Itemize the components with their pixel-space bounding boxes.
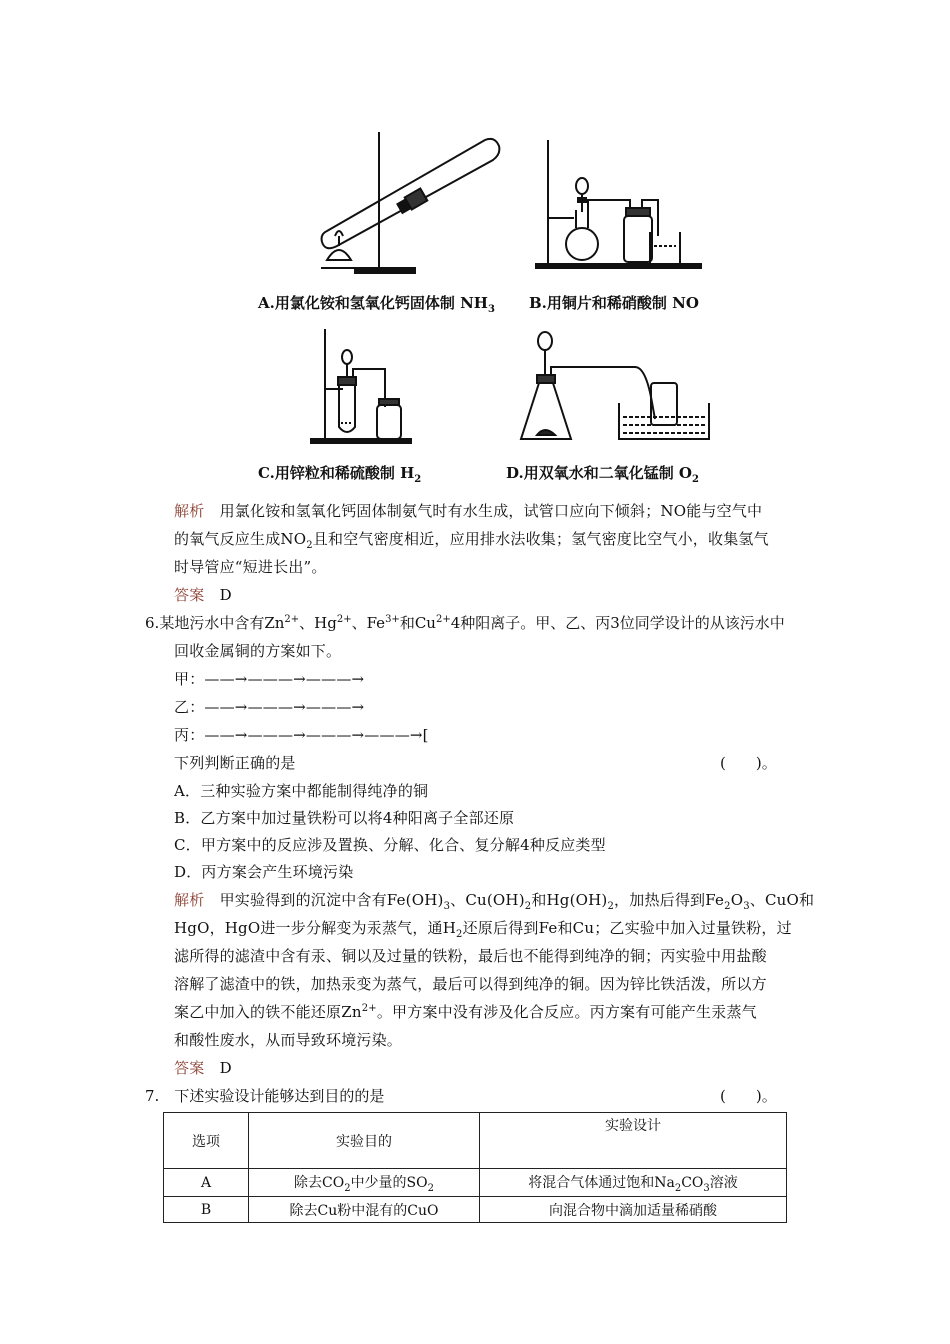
q6-plan-bing: 丙：——→———→———→———→[ [174, 726, 429, 744]
table-row: A 除去$CO_2$中少量的$SO_2$ 将混合气体通过饱和$Na_2CO_3$溶液 [164, 1169, 787, 1197]
table-row: B 除去Cu粉中混有的CuO 向混合物中滴加适量稀硝酸 [164, 1197, 787, 1223]
q5-analysis-line-1: 解析 用氯化铵和氢氧化钙固体制氨气时有水生成，试管口应向下倾斜；NO能与空气中 [174, 502, 763, 520]
q5-analysis-line-3: 时导管应“短进长出”。 [174, 558, 327, 576]
q6-analysis-line-4: 溶解了滤渣中的铁，加热汞变为蒸气，最后可以得到纯净的铜。因为锌比铁活泼，所以方 [174, 975, 767, 993]
q6-analysis-line-6: 和酸性废水，从而导致环境污染。 [174, 1031, 403, 1049]
q6-option-d: D．丙方案会产生环境污染 [174, 863, 354, 881]
apparatus-c-diagram [305, 327, 415, 445]
q6-plan-yi: 乙：——→———→———→ [174, 698, 365, 716]
figure-b-caption: B.用铜片和稀硝酸制 NO [529, 294, 699, 312]
q7-table [163, 1112, 787, 1223]
apparatus-d-diagram [515, 327, 715, 445]
q7-stem: 7. 下述实验设计能够达到目的的是 [145, 1087, 385, 1105]
q6-analysis-line-5: 案乙中加入的铁不能还原$Zn^{2+}$。甲方案中没有涉及化合反应。丙方案有可能产生汞蒸气 [174, 1003, 757, 1021]
figure-d-caption: D.用双氧水和二氧化锰制 $O_2$ [506, 464, 699, 485]
q6-analysis-line-2: HgO，HgO进一步分解变为汞蒸气，通$H_2$还原后得到Fe和Cu；乙实验中加入过量铁粉，过 [174, 919, 792, 940]
analysis-label: 解析 [174, 502, 205, 520]
q6-answer: 答案 D [174, 1059, 232, 1077]
q6-analysis-line-1: 解析 甲实验得到的沉淀中含有$Fe(OH)_3$、$Cu(OH)_2$和$Hg(OH)_2$，加热后得到$Fe_2O_3$、CuO和 [174, 891, 815, 912]
q6-stem-line-2: 回收金属铜的方案如下。 [174, 642, 342, 660]
figure-a-caption: A.用氯化铵和氢氧化钙固体制 $NH_3$ [258, 294, 495, 315]
header-purpose: 实验目的 [249, 1113, 480, 1169]
table-header-row [164, 1113, 787, 1169]
q7-answer-blank: ( )。 [720, 1087, 777, 1105]
q6-option-b: B．乙方案中加过量铁粉可以将4种阳离子全部还原 [174, 809, 515, 827]
apparatus-b-diagram [530, 136, 710, 271]
q6-prompt: 下列判断正确的是 [174, 754, 296, 772]
q6-option-c: C．甲方案中的反应涉及置换、分解、化合、复分解4种反应类型 [174, 836, 606, 854]
q6-answer-blank: ( )。 [720, 754, 777, 772]
figure-c-caption: C.用锌粒和稀硫酸制 $H_2$ [258, 464, 422, 485]
apparatus-a-diagram [315, 128, 515, 278]
q5-analysis-line-2: 的氧气反应生成$NO_2$且和空气密度相近，应用排水法收集；氢气密度比空气小，收集氢气 [174, 530, 769, 551]
header-option: 选项 [164, 1113, 249, 1169]
q6-analysis-line-3: 滤所得的滤渣中含有汞、铜以及过量的铁粉，最后也不能得到纯净的铜；丙实验中用盐酸 [174, 947, 767, 965]
header-design: 实验设计 [480, 1113, 787, 1169]
q5-answer: 答案 D [174, 586, 232, 604]
q6-plan-jia: 甲：——→———→———→ [174, 670, 365, 688]
q6-option-a: A．三种实验方案中都能制得纯净的铜 [174, 782, 429, 800]
q6-stem-line-1: 6.某地污水中含有$Zn^{2+}$、$Hg^{2+}$、$Fe^{3+}$和$Cu^{2+}4$种阳离子。甲、乙、丙3位同学设计的从该污水中 [145, 614, 785, 632]
